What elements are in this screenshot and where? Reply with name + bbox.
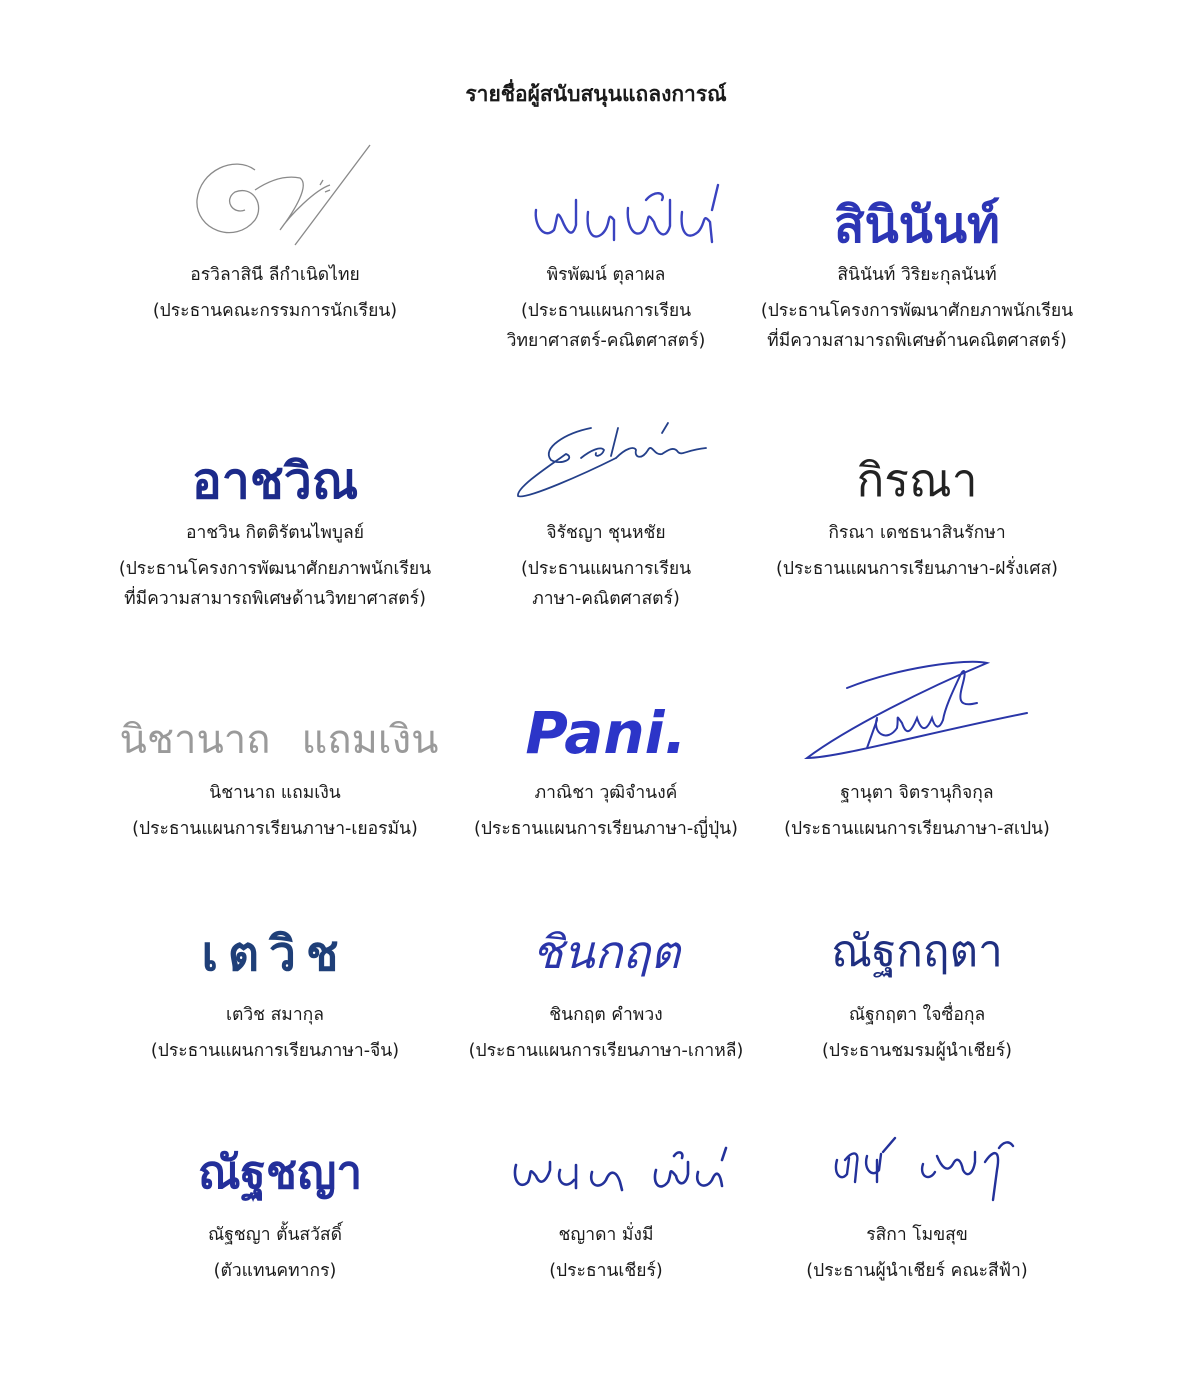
signature-text: กิรณา	[856, 453, 978, 507]
signature-image	[85, 648, 465, 778]
signatory-role: (ประธานแผนการเรียนภาษา-เกาหลี)	[468, 1041, 744, 1061]
signature-image	[727, 648, 1107, 778]
signatory-role: (ประธานเชียร์)	[549, 1261, 663, 1281]
signatory-block	[727, 130, 1107, 356]
signatory-role: (ประธานแผนการเรียนภาษา-จีน)	[150, 1041, 400, 1061]
signatory-role: (ประธานผู้นำเชียร์ คณะสีฟ้า)	[806, 1261, 1028, 1281]
signatory-role: (ประธานโครงการพัฒนาศักยภาพนักเรียน ที่มีความสามารถพิเศษด้านวิทยาศาสตร์)	[118, 559, 432, 609]
signatory-role: (ประธานแผนการเรียนภาษา-สเปน)	[784, 819, 1050, 839]
page-title: รายชื่อผู้สนับสนุนแถลงการณ์	[465, 82, 727, 106]
signatory-name: กิรณา เดชธนาสินรักษา	[828, 523, 1006, 543]
signature-image	[85, 388, 465, 518]
signatory-name: ฐานุตา จิตรานุกิจกุล	[840, 783, 994, 803]
signature-text: อาชวิณ	[191, 452, 359, 510]
signatory-name: ณัฐกฤตา ใจซื่อกุล	[848, 1005, 986, 1025]
signatory-role: (ประธานแผนการเรียนภาษา-ญี่ปุ่น)	[474, 819, 738, 839]
signatory-name: จิรัชญา ชุนหชัย	[546, 523, 666, 543]
signature-image	[85, 1090, 465, 1220]
signatory-name: ภาณิชา วุฒิจำนงค์	[534, 783, 678, 803]
signatory-name: ณัฐชญา ตั้นสวัสดิ์	[208, 1225, 342, 1245]
signature-image	[727, 130, 1107, 260]
signature-text: เตวิช	[201, 926, 349, 982]
signatory-block	[727, 388, 1107, 584]
signatory-block	[85, 870, 465, 1066]
signatory-block	[85, 648, 465, 844]
signatory-name: ชญาดา มั่งมี	[558, 1225, 654, 1245]
signatory-name: สินินันท์ วิริยะกุลนันท์	[837, 265, 997, 285]
signatory-role: (ประธานชมรมผู้นำเชียร์)	[822, 1041, 1012, 1061]
signature-image	[727, 870, 1107, 1000]
signatory-role: (ตัวแทนคทากร)	[213, 1261, 337, 1281]
signatory-role: (ประธานแผนการเรียน วิทยาศาสตร์-คณิตศาสตร์)	[506, 301, 706, 351]
signatory-name: เตวิช สมากุล	[226, 1005, 324, 1025]
signature-text: ณัฐชญา	[197, 1145, 363, 1199]
signature-image	[727, 1090, 1107, 1220]
signature-text: ณัฐกฤตา	[831, 926, 1003, 977]
signatory-block	[85, 388, 465, 614]
signature-text: นิชานาถ	[119, 717, 271, 763]
signatory-role: (ประธานโครงการพัฒนาศักยภาพนักเรียน ที่มีความสามารถพิเศษด้านคณิตศาสตร์)	[760, 301, 1074, 351]
signatory-role: (ประธานแผนการเรียนภาษา-เยอรมัน)	[132, 819, 418, 839]
signature-text: Pani.	[525, 699, 687, 767]
signature-text: แถมเงิน	[301, 717, 439, 763]
signatory-block	[727, 870, 1107, 1066]
signatory-name: พิรพัฒน์ ตุลาผล	[546, 265, 666, 285]
signatory-block	[727, 648, 1107, 844]
signatory-name: อาชวิน กิตติรัตนไพบูลย์	[185, 523, 365, 543]
signatory-block	[85, 1090, 465, 1286]
signatory-block	[85, 130, 465, 326]
signatory-name: รสิกา โมขสุข	[866, 1225, 968, 1245]
signature-text: ชินกฤต	[531, 925, 681, 979]
signatory-name: ชินกฤต คำพวง	[549, 1005, 663, 1025]
signature-image	[85, 130, 465, 260]
signatory-role: (ประธานแผนการเรียนภาษา-ฝรั่งเศส)	[776, 559, 1058, 579]
signatory-block	[727, 1090, 1107, 1286]
signatory-name: นิชานาถ แถมเงิน	[209, 783, 341, 803]
signature-image	[85, 870, 465, 1000]
signatory-role: (ประธานแผนการเรียน ภาษา-คณิตศาสตร์)	[520, 559, 692, 609]
signatory-name: อรวิลาสินี ลีกำเนิดไทย	[190, 265, 360, 285]
signature-image	[727, 388, 1107, 518]
signatory-role: (ประธานคณะกรรมการนักเรียน)	[152, 301, 398, 321]
signature-text: สินินันท์	[833, 196, 1001, 254]
